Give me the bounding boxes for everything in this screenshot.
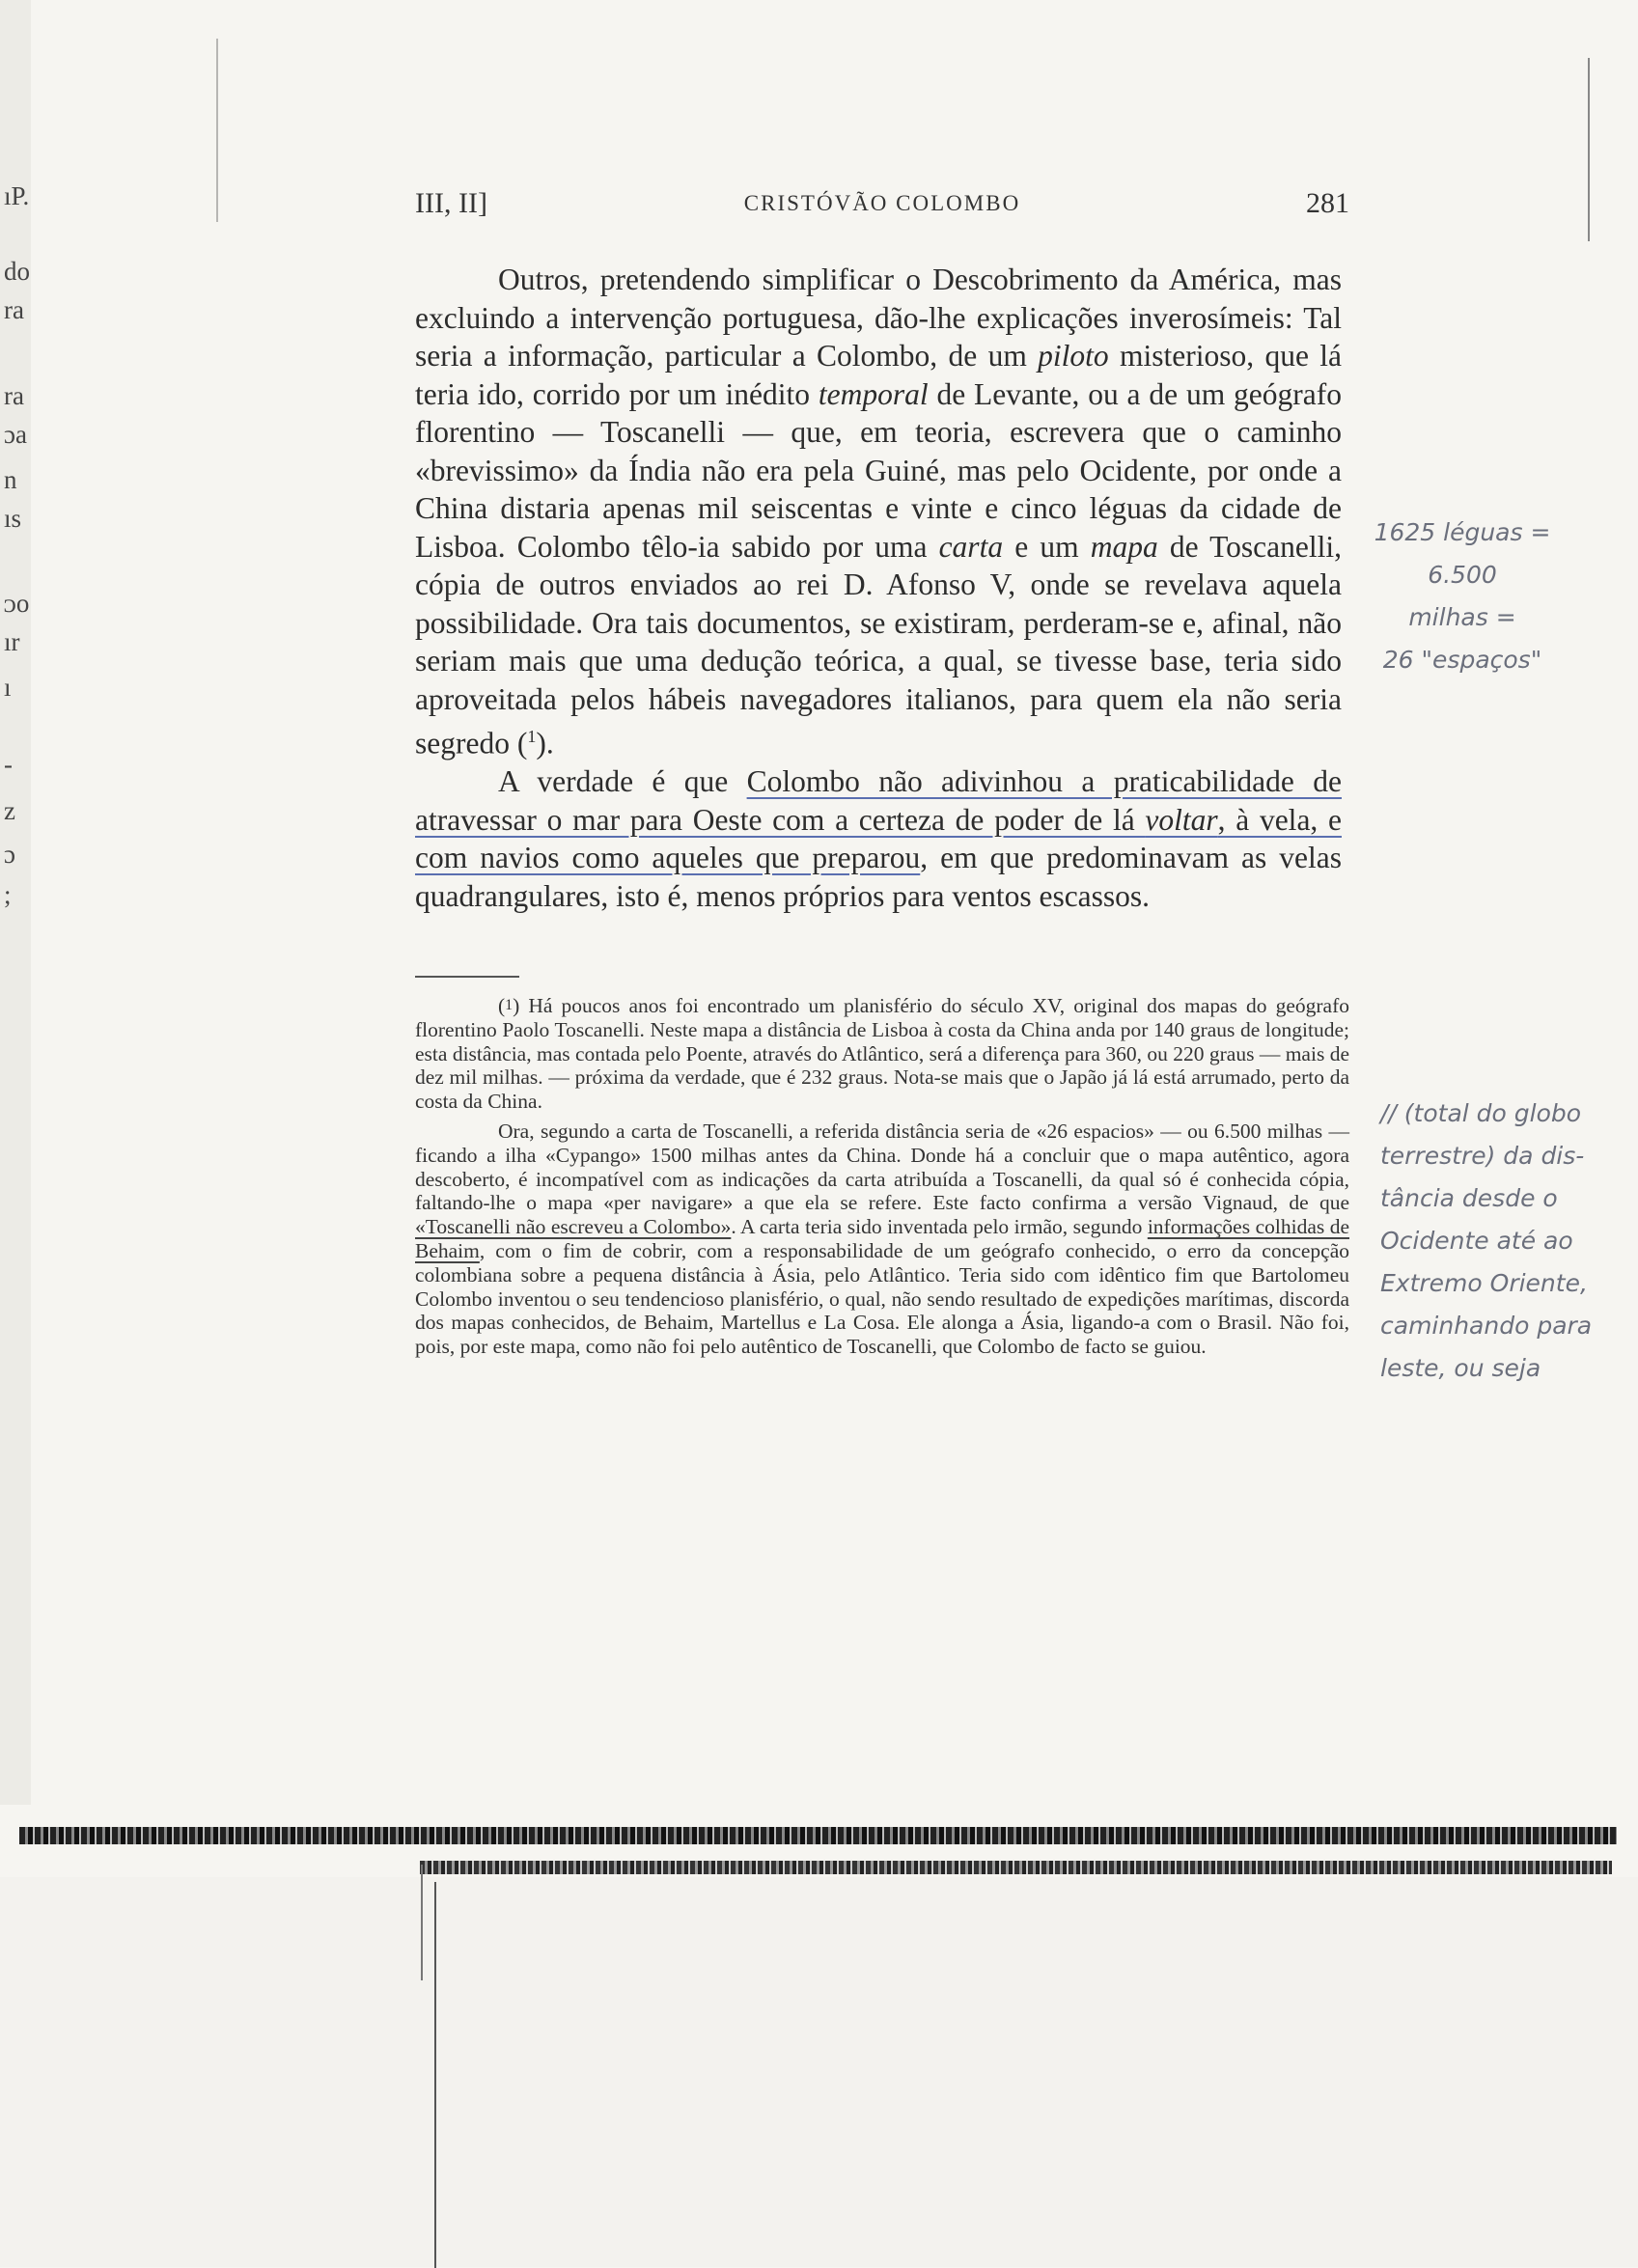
page-number: 281 <box>1306 187 1349 219</box>
footnote <box>415 1120 1349 1359</box>
text-run: . A carta teria sido inventada pelo irmão, segundo <box>731 1215 1148 1239</box>
margin-fragment: z <box>4 796 15 825</box>
margin-fragment: ır <box>4 627 20 656</box>
text-run: misterioso, que lá teria ido, corrido por um inédito <box>415 339 1342 411</box>
text-run: ). <box>536 726 554 761</box>
footnote-rule <box>415 976 519 978</box>
text-run: de Toscanelli, cópia de outros enviados ao rei D. Afonso V, onde se revelava aquela possibilidade. Ora tais documentos, se existiram, perderam-se e, afinal, não seriam mais que uma dedução teórica, a qual, se tivesse base, teria sido aproveitada pelos hábeis navegadores italianos, para quem ela não seria segredo ( <box>415 529 1342 761</box>
page-header <box>415 187 1349 226</box>
note-line: 1625 léguas = <box>1374 518 1551 546</box>
scan-crop-band-lower <box>420 1861 1612 1874</box>
text-run: ( <box>498 994 506 1017</box>
text-run: Colombo não adivinhou a praticabilidade de atravessar o mar para Oeste com a certeza de poder de lá <box>415 764 1342 837</box>
note-line: tância desde o <box>1380 1184 1558 1212</box>
underlying-page-area <box>0 1877 1638 2267</box>
margin-fragment: ıs <box>4 504 22 533</box>
italic-word: carta <box>938 529 1004 564</box>
margin-fragment: ra <box>4 295 24 324</box>
section-marker: III, II] <box>415 187 487 219</box>
margin-fragment: ra <box>4 381 24 410</box>
text-run: de Levante, ou a de um geógrafo florentino — Toscanelli — que, em teoria, escrevera que o caminho «brevissimo» da Índia não era pela Guiné, mas pelo Ocidente, por onde a China distaria apenas mil seiscentas e vinte e cinco léguas da cidade de Lisboa. Colombo têlo-ia sabido por uma <box>415 376 1342 564</box>
text-run: , à vela, e com navios como aqueles que preparou <box>415 802 1342 874</box>
text-run: e um <box>1003 529 1091 564</box>
note-line: 6.500 <box>1428 561 1497 589</box>
footnotes <box>415 994 1349 1359</box>
note-line: leste, ou seja <box>1380 1354 1541 1382</box>
underlined-quote: «Toscanelli não escreveu a Colombo» <box>415 1215 732 1239</box>
note-line: milhas = <box>1408 603 1516 631</box>
paragraph <box>415 261 1342 762</box>
text-run: ) Há poucos anos foi encontrado um planisfério do século XV, original dos mapas do geógrafo florentino Paolo Toscanelli. Neste mapa a distância de Lisboa à costa da China anda por 140 graus de longitude; esta distância, mas contada pelo Poente, através do Atlântico, será a diferença para 360, ou 220 graus — mais de dez mil milhas. — próxima da verdade, que é 232 graus. Nota-se mais que o Japão já lá está arrumado, perto da costa da China. <box>415 994 1349 1114</box>
italic-word: temporal <box>818 376 929 411</box>
margin-fragment: ᴐo <box>4 589 30 618</box>
margin-fragment: ɔa <box>4 420 27 449</box>
handwritten-note-leagues <box>1366 512 1559 681</box>
text-run: , com o fim de cobrir, com a responsabilidade de um geógrafo conhecido, o erro da concepção colombiana sobre a pequena distância à Ásia, pelo Atlântico. Teria sido com idêntico fim que Bartolomeu Colombo inventou o seu tendencioso planisfério, o qual, não sendo resultado de expedições marítimas, discorda dos mapas conhecidos, de Behaim, Martellus e La Cosa. Ele alonga a Ásia, ligando-a com o Brasil. Não foi, pois, por este mapa, como não foi pelo autêntico de Toscanelli, que Colombo de facto se guiou. <box>415 1238 1349 1359</box>
margin-fragment: ɔ <box>4 840 15 869</box>
note-line: terrestre) da dis- <box>1380 1142 1585 1170</box>
margin-fragment: n <box>4 465 17 494</box>
margin-fragment: ı <box>4 673 12 702</box>
paragraph <box>415 762 1342 915</box>
note-line: 26 "espaços" <box>1382 646 1542 674</box>
margin-fragment: ıP. <box>4 181 30 210</box>
text-run: , em que predominavam as velas quadrangulares, isto é, menos próprios para ventos escassos. <box>415 841 1342 913</box>
footnote-mark: 1 <box>505 997 514 1013</box>
note-line: Extremo Oriente, <box>1380 1269 1588 1297</box>
right-edge-rule <box>1588 58 1590 241</box>
italic-word: mapa <box>1090 529 1158 564</box>
note-line: // (total do globo <box>1380 1099 1582 1127</box>
note-line: Ocidente até ao <box>1380 1227 1573 1255</box>
margin-fragment: ; <box>4 880 12 909</box>
note-line: caminhando para <box>1380 1312 1593 1340</box>
main-text <box>415 261 1342 915</box>
scan-crop-band <box>19 1827 1617 1844</box>
text-run: A verdade é que <box>498 764 747 798</box>
handwritten-note-distance <box>1380 1093 1602 1390</box>
page-edge-line <box>421 1865 423 1980</box>
italic-word: piloto <box>1038 339 1109 373</box>
italic-word: voltar <box>1145 802 1218 837</box>
text-run: Outros, pretendendo simplificar o Descobrimento da América, mas excluindo a intervenção portuguesa, dão-lhe explicações inverosímeis: Tal seria a informação, particular a Colombo, de um <box>415 263 1342 373</box>
text-run: Ora, segundo a carta de Toscanelli, a referida distância seria de «26 espacios» — ou 6.500 milhas — ficando a ilha «Cypango» 1500 milhas antes da China. Donde há a concluir que o mapa autêntico, agora descoberto, é incompatível com as indicações da carta atribuída a Toscanelli, da qual só é conhecida cópia, faltando-lhe o mapa «per navigare» a que ela se refere. Este facto confirma a versão Vignaud, de que <box>415 1119 1349 1215</box>
margin-fragment: - <box>4 750 13 779</box>
footnote-ref: 1 <box>527 727 537 746</box>
fold-line <box>216 39 218 222</box>
margin-fragment: do <box>4 257 30 286</box>
page-edge-line <box>434 1882 436 2268</box>
footnote <box>415 994 1349 1114</box>
underlined-text: informações colhidas de Behaim <box>415 1215 1350 1262</box>
running-title: CRISTÓVÃO COLOMBO <box>743 191 1021 215</box>
